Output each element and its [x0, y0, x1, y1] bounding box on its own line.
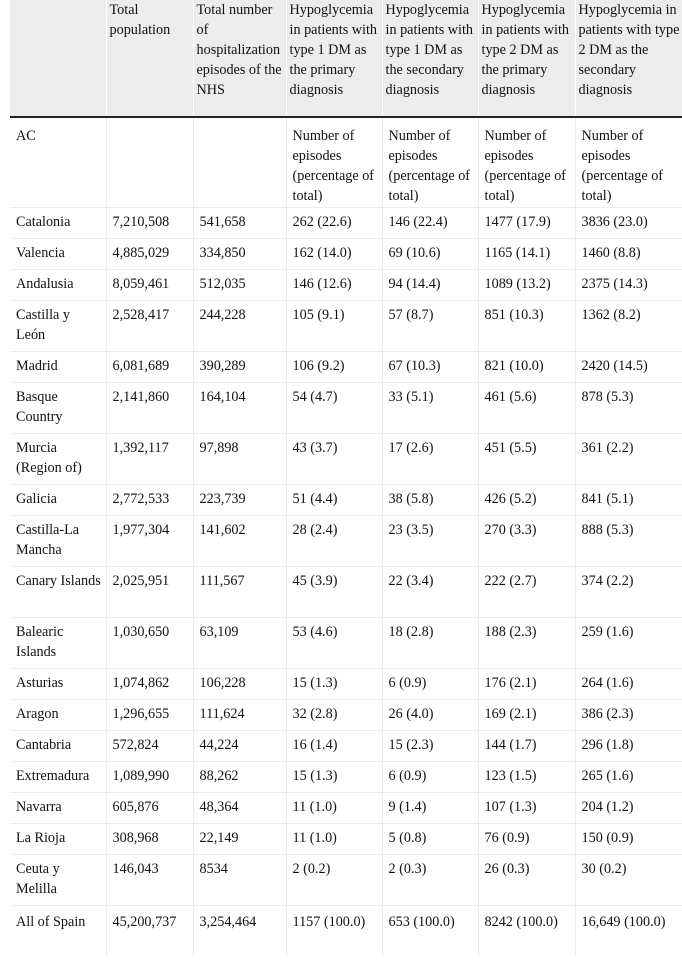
header-row	[10, 0, 682, 117]
table-row	[10, 793, 682, 824]
cell-t1-primary: 262 (22.6)	[286, 208, 382, 239]
cell-population: 1,074,862	[106, 669, 193, 700]
cell-episodes: 88,262	[193, 762, 286, 793]
cell-t1-primary: 53 (4.6)	[286, 618, 382, 669]
cell-t1-primary: 45 (3.9)	[286, 567, 382, 618]
cell-region: Basque Country	[10, 383, 106, 434]
cell-t2-primary: 851 (10.3)	[478, 301, 575, 352]
cell-t2-secondary: 361 (2.2)	[575, 434, 682, 485]
cell-t1-secondary: 33 (5.1)	[382, 383, 478, 434]
cell-region: Asturias	[10, 669, 106, 700]
cell-episodes: 512,035	[193, 270, 286, 301]
cell-population: 6,081,689	[106, 352, 193, 383]
subheader-cell: Number of episodes (percentage of total)	[478, 117, 575, 208]
cell-episodes: 97,898	[193, 434, 286, 485]
cell-t2-primary: 169 (2.1)	[478, 700, 575, 731]
cell-t1-primary: 11 (1.0)	[286, 793, 382, 824]
cell-episodes: 8534	[193, 855, 286, 906]
cell-t1-secondary: 653 (100.0)	[382, 906, 478, 957]
cell-t2-primary: 107 (1.3)	[478, 793, 575, 824]
table-row	[10, 731, 682, 762]
cell-t2-secondary: 16,649 (100.0)	[581, 914, 666, 930]
cell-t1-primary: 11 (1.0)	[286, 824, 382, 855]
cell-region: Murcia (Region of)	[10, 434, 106, 485]
table-row	[10, 762, 682, 793]
cell-episodes: 3,254,464	[193, 906, 286, 957]
cell-t1-primary: 106 (9.2)	[286, 352, 382, 383]
cell-region: Canary Islands	[10, 567, 106, 618]
cell-t2-secondary: 2375 (14.3)	[575, 270, 682, 301]
cell-t2-primary: 426 (5.2)	[478, 485, 575, 516]
cell-region: All of Spain	[10, 906, 106, 957]
cell-population: 1,089,990	[106, 762, 193, 793]
cell-t1-primary: 16 (1.4)	[286, 731, 382, 762]
cell-episodes: 223,739	[193, 485, 286, 516]
cell-t1-secondary: 18 (2.8)	[382, 618, 478, 669]
cell-population: 572,824	[106, 731, 193, 762]
cell-t1-secondary: 94 (14.4)	[382, 270, 478, 301]
cell-t1-secondary: 17 (2.6)	[382, 434, 478, 485]
cell-t2-secondary: 888 (5.3)	[575, 516, 682, 567]
cell-t1-primary: 15 (1.3)	[286, 762, 382, 793]
hypoglycemia-table	[10, 0, 682, 956]
cell-population: 2,528,417	[106, 301, 193, 352]
cell-t2-primary: 76 (0.9)	[478, 824, 575, 855]
subheader-row	[10, 117, 682, 208]
cell-episodes: 390,289	[193, 352, 286, 383]
cell-t1-secondary: 69 (10.6)	[382, 239, 478, 270]
subheader-cell	[106, 117, 193, 208]
cell-t2-secondary: 1362 (8.2)	[575, 301, 682, 352]
cell-region: Extremadura	[10, 762, 106, 793]
header-cell-blank	[10, 0, 106, 117]
cell-t1-primary: 54 (4.7)	[286, 383, 382, 434]
cell-population: 2,025,951	[106, 567, 193, 618]
cell-population: 1,296,655	[106, 700, 193, 731]
cell-region: Cantabria	[10, 731, 106, 762]
header-cell-total-population: Total population	[106, 0, 193, 117]
cell-t1-secondary: 26 (4.0)	[382, 700, 478, 731]
table-row	[10, 301, 682, 352]
cell-episodes: 334,850	[193, 239, 286, 270]
cell-t1-primary: 1157 (100.0)	[286, 906, 382, 957]
cell-region: Valencia	[10, 239, 106, 270]
cell-episodes: 48,364	[193, 793, 286, 824]
cell-t1-secondary: 23 (3.5)	[382, 516, 478, 567]
cell-t2-secondary: 264 (1.6)	[575, 669, 682, 700]
table-row	[10, 700, 682, 731]
cell-population: 2,772,533	[106, 485, 193, 516]
cell-t2-primary: 123 (1.5)	[478, 762, 575, 793]
table-row	[10, 618, 682, 669]
cell-t2-primary: 451 (5.5)	[478, 434, 575, 485]
cell-region: Balearic Islands	[10, 618, 106, 669]
cell-population: 146,043	[106, 855, 193, 906]
cell-t1-primary: 15 (1.3)	[286, 669, 382, 700]
cell-t1-secondary: 67 (10.3)	[382, 352, 478, 383]
cell-t1-primary: 32 (2.8)	[286, 700, 382, 731]
cell-population: 1,977,304	[106, 516, 193, 567]
cell-episodes: 22,149	[193, 824, 286, 855]
cell-t1-secondary: 9 (1.4)	[382, 793, 478, 824]
cell-t1-secondary: 6 (0.9)	[382, 669, 478, 700]
cell-t2-secondary: 1460 (8.8)	[575, 239, 682, 270]
cell-episodes: 541,658	[193, 208, 286, 239]
cell-t1-primary: 51 (4.4)	[286, 485, 382, 516]
cell-region: Galicia	[10, 485, 106, 516]
cell-region: La Rioja	[10, 824, 106, 855]
cell-t1-secondary: 146 (22.4)	[382, 208, 478, 239]
cell-t2-primary: 270 (3.3)	[478, 516, 575, 567]
header-cell-t2-secondary: Hypoglycemia in patients with type 2 DM as the secondary diagnosis	[575, 0, 682, 117]
cell-t1-secondary: 5 (0.8)	[382, 824, 478, 855]
cell-region: Aragon	[10, 700, 106, 731]
cell-t2-secondary: 2420 (14.5)	[575, 352, 682, 383]
cell-t1-secondary: 15 (2.3)	[382, 731, 478, 762]
cell-episodes: 63,109	[193, 618, 286, 669]
cell-region: Madrid	[10, 352, 106, 383]
cell-population: 8,059,461	[106, 270, 193, 301]
cell-population: 2,141,860	[106, 383, 193, 434]
cell-t2-primary: 144 (1.7)	[478, 731, 575, 762]
table-row	[10, 434, 682, 485]
subheader-cell	[193, 117, 286, 208]
cell-t1-secondary: 57 (8.7)	[382, 301, 478, 352]
cell-population: 308,968	[106, 824, 193, 855]
table-row	[10, 669, 682, 700]
cell-t1-primary: 43 (3.7)	[286, 434, 382, 485]
cell-t2-secondary: 30 (0.2)	[575, 855, 682, 906]
cell-t1-secondary: 2 (0.3)	[382, 855, 478, 906]
cell-region: Ceuta y Melilla	[10, 855, 106, 906]
table-row	[10, 855, 682, 906]
cell-region: Castilla y León	[10, 301, 106, 352]
cell-episodes: 111,624	[193, 700, 286, 731]
cell-episodes: 44,224	[193, 731, 286, 762]
table-row-total	[10, 906, 682, 957]
cell-t2-secondary: 259 (1.6)	[575, 618, 682, 669]
cell-t1-primary: 146 (12.6)	[286, 270, 382, 301]
cell-t2-secondary: 386 (2.3)	[575, 700, 682, 731]
cell-t2-primary: 461 (5.6)	[478, 383, 575, 434]
subheader-cell: Number of episodes (percentage of total)	[382, 117, 478, 208]
cell-t2-secondary: 265 (1.6)	[575, 762, 682, 793]
subheader-cell-ac: AC	[10, 117, 106, 208]
cell-t2-primary: 26 (0.3)	[478, 855, 575, 906]
header-cell-t1-primary: Hypoglycemia in patients with type 1 DM as the primary diagnosis	[286, 0, 382, 117]
cell-region: Andalusia	[10, 270, 106, 301]
header-cell-t2-primary: Hypoglycemia in patients with type 2 DM as the primary diagnosis	[478, 0, 575, 117]
cell-episodes: 244,228	[193, 301, 286, 352]
cell-episodes: 111,567	[193, 567, 286, 618]
cell-t1-primary: 162 (14.0)	[286, 239, 382, 270]
cell-episodes: 106,228	[193, 669, 286, 700]
cell-region: Castilla-La Mancha	[10, 516, 106, 567]
cell-t1-secondary: 38 (5.8)	[382, 485, 478, 516]
cell-population: 45,200,737	[106, 906, 193, 957]
cell-population: 1,030,650	[106, 618, 193, 669]
cell-t2-primary: 1477 (17.9)	[478, 208, 575, 239]
cell-t1-primary: 105 (9.1)	[286, 301, 382, 352]
table-row	[10, 352, 682, 383]
table-row	[10, 270, 682, 301]
cell-region: Catalonia	[10, 208, 106, 239]
cell-t2-primary: 188 (2.3)	[478, 618, 575, 669]
cell-t2-secondary: 841 (5.1)	[575, 485, 682, 516]
cell-population: 605,876	[106, 793, 193, 824]
cell-population: 1,392,117	[106, 434, 193, 485]
cell-population: 7,210,508	[106, 208, 193, 239]
cell-t2-primary: 222 (2.7)	[478, 567, 575, 618]
table-row	[10, 239, 682, 270]
cell-t1-primary: 28 (2.4)	[286, 516, 382, 567]
cell-t2-primary: 1165 (14.1)	[478, 239, 575, 270]
table-row	[10, 516, 682, 567]
table-row	[10, 208, 682, 239]
header-cell-hospitalization-episodes: Total number of hospitalization episodes of the NHS	[193, 0, 286, 117]
cell-t1-secondary: 6 (0.9)	[382, 762, 478, 793]
table-row	[10, 485, 682, 516]
cell-t2-secondary: 878 (5.3)	[575, 383, 682, 434]
header-cell-t1-secondary: Hypoglycemia in patients with type 1 DM as the secondary diagnosis	[382, 0, 478, 117]
cell-t2-primary: 821 (10.0)	[478, 352, 575, 383]
table-row	[10, 567, 682, 618]
cell-t2-secondary: 3836 (23.0)	[575, 208, 682, 239]
cell-t2-primary: 176 (2.1)	[478, 669, 575, 700]
table-row	[10, 824, 682, 855]
cell-t2-secondary: 150 (0.9)	[575, 824, 682, 855]
table-row	[10, 383, 682, 434]
cell-episodes: 164,104	[193, 383, 286, 434]
cell-t2-primary: 1089 (13.2)	[478, 270, 575, 301]
cell-t2-secondary: 204 (1.2)	[575, 793, 682, 824]
cell-t2-primary: 8242 (100.0)	[478, 906, 575, 957]
cell-t1-primary: 2 (0.2)	[286, 855, 382, 906]
cell-population: 4,885,029	[106, 239, 193, 270]
cell-t2-secondary: 296 (1.8)	[575, 731, 682, 762]
cell-t2-secondary: 374 (2.2)	[575, 567, 682, 618]
subheader-cell: Number of episodes (percentage of total)	[575, 117, 682, 208]
cell-region: Navarra	[10, 793, 106, 824]
cell-episodes: 141,602	[193, 516, 286, 567]
subheader-cell: Number of episodes (percentage of total)	[286, 117, 382, 208]
cell-t1-secondary: 22 (3.4)	[382, 567, 478, 618]
